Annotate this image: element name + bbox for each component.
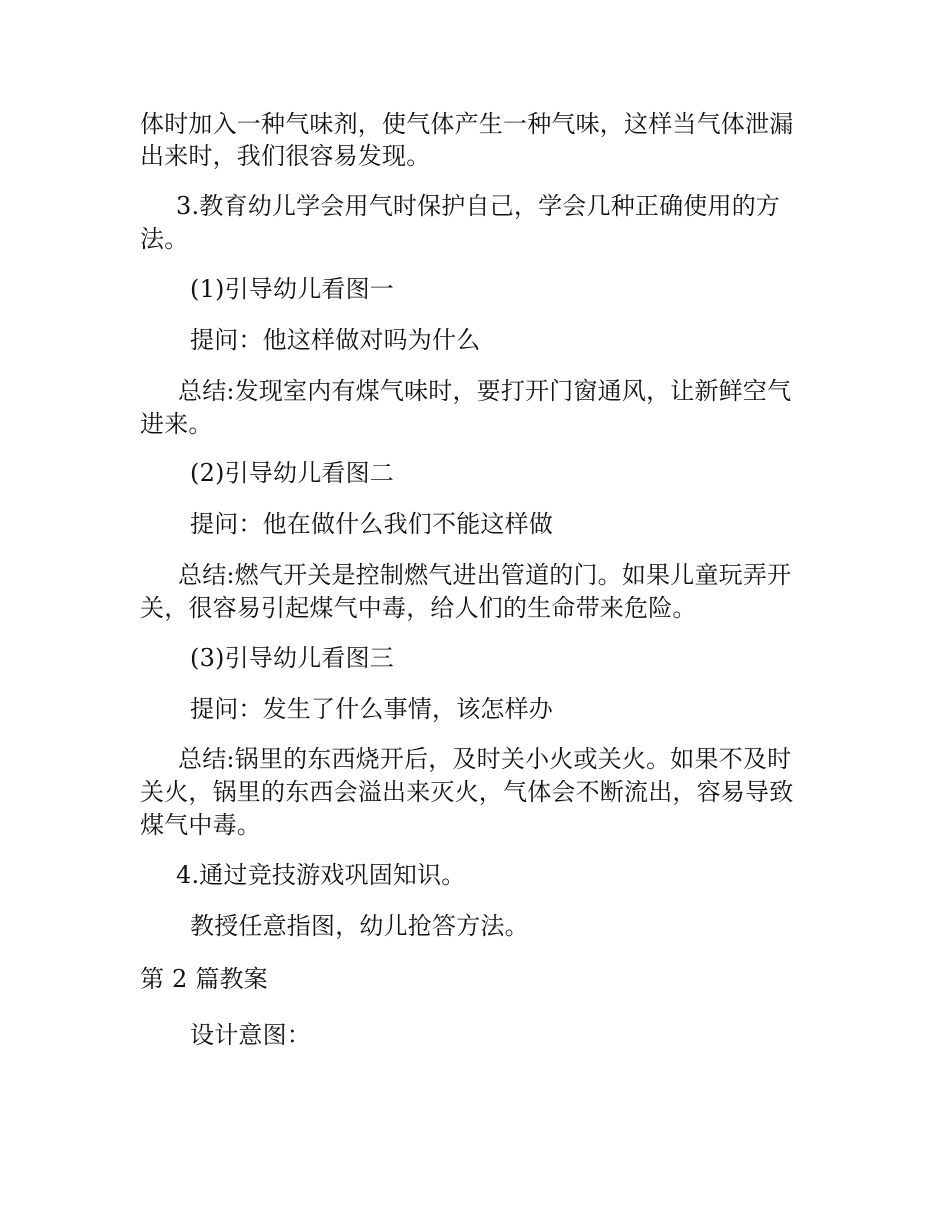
body-text-line: 教授任意指图，幼儿抢答方法。 <box>190 912 529 940</box>
summary-line: 总结:燃气开关是控制燃气进出管道的门。如果儿童玩弄开 <box>178 561 792 589</box>
design-intent-label: 设计意图： <box>190 1021 311 1049</box>
sub-item-3: (3)引导幼儿看图三 <box>190 644 394 672</box>
section-heading-4: 4.通过竞技游戏巩固知识。 <box>176 861 466 889</box>
body-text-line: 煤气中毒。 <box>140 811 261 839</box>
body-text-line: 进来。 <box>140 410 213 438</box>
question-line: 提问：发生了什么事情，该怎样办 <box>190 695 553 723</box>
body-text-line: 关火，锅里的东西会溢出来灭火，气体会不断流出，容易导致 <box>140 778 794 806</box>
section-heading-3: 3.教育幼儿学会用气时保护自己，学会几种正确使用的方 <box>176 192 781 220</box>
body-text-line: 法。 <box>140 225 189 253</box>
lesson-plan-heading: 第 2 篇教案 <box>140 965 268 993</box>
sub-item-2: (2)引导幼儿看图二 <box>190 459 394 487</box>
question-line: 提问：他这样做对吗为什么 <box>190 326 481 354</box>
sub-item-1: (1)引导幼儿看图一 <box>190 275 394 303</box>
body-text-line: 体时加入一种气味剂，使气体产生一种气味，这样当气体泄漏 <box>140 110 794 138</box>
summary-line: 总结:发现室内有煤气味时，要打开门窗通风，让新鲜空气 <box>178 377 792 405</box>
question-line: 提问：他在做什么我们不能这样做 <box>190 510 553 538</box>
body-text-line: 出来时，我们很容易发现。 <box>140 142 431 170</box>
body-text-line: 关，很容易引起煤气中毒，给人们的生命带来危险。 <box>140 594 697 622</box>
summary-line: 总结:锅里的东西烧开后，及时关小火或关火。如果不及时 <box>178 745 792 773</box>
